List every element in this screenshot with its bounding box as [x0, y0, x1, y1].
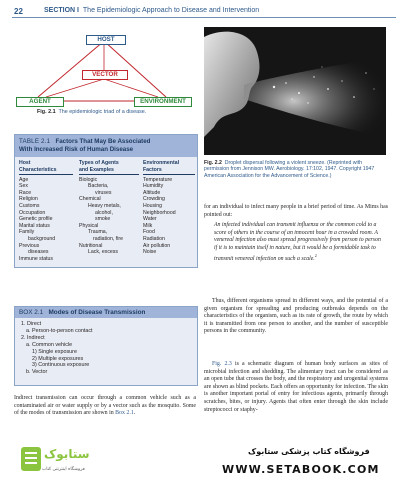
column-header: and Examples [79, 166, 114, 173]
table-column-agents [79, 160, 139, 256]
fig-2-3-link[interactable]: Fig. 2.3 [212, 361, 232, 367]
figure-2-1-text: The epidemiologic triad of a disease. [58, 109, 147, 115]
table-cell: Temperature [143, 176, 173, 183]
store-name: فروشگاه کتاب پزشکی ستابوک [248, 447, 370, 456]
table-cell: Biologic [79, 176, 98, 183]
table-column-environment [143, 160, 195, 256]
list-item: 1) Single exposure [32, 348, 77, 355]
figure-2-1-label: Fig. 2.1 [37, 109, 56, 115]
column-header: Environmental [143, 160, 180, 166]
table-column-host [19, 160, 73, 262]
header-underline [143, 174, 195, 175]
table-cell: Genetic profile [19, 216, 53, 223]
figure-2-2-caption [204, 160, 388, 179]
table-cell: Marital status [19, 222, 50, 229]
table-cell: Heavy metals, [88, 203, 121, 210]
table-title-line-1: Factors That May Be Associated [55, 138, 151, 145]
table-cell: Water [143, 216, 157, 223]
table-cell: background [28, 236, 56, 243]
right-paragraph-organisms: Thus, different organisms spread in different ways, and the potential of a given organism for spreading and producing outbreaks depends on the characteristics of the organism, such as its rate of growth, the route by which it is transmitted from one person to another, and the number of susceptible persons in the community. [204, 298, 388, 335]
table-cell: Lack, excess [88, 249, 118, 256]
vector-box: VECTOR [82, 70, 128, 80]
text-line: vehicle such as a contaminated air or water supply or by [14, 395, 196, 409]
list-item: 2) Multiple exposures [32, 355, 84, 362]
column-header: Types of Agents [79, 160, 119, 166]
epidemiologic-triad-figure [16, 33, 191, 111]
table-cell: Religion [19, 196, 38, 203]
table-cell: Food [143, 229, 155, 236]
left-column-paragraph [14, 395, 196, 418]
table-cell: Sex [19, 183, 28, 190]
table-cell: Housing [143, 203, 163, 210]
table-cell: Age [19, 176, 29, 183]
page-header [0, 0, 400, 22]
list-item: a. Person-to-person contact [26, 327, 93, 334]
box-2-1 [14, 306, 198, 386]
table-cell: Previous [19, 242, 40, 249]
list-item: 2. Indirect [21, 334, 45, 341]
table-header [15, 135, 197, 157]
section-label: SECTION I [44, 7, 80, 14]
table-cell: radiation, fire [93, 236, 123, 243]
table-cell: Bacteria, [88, 183, 109, 190]
table-cell: Crowding [143, 196, 165, 203]
table-cell: Altitude [143, 189, 161, 196]
figure-2-2-label: Fig. 2.2 [204, 160, 222, 166]
right-paragraph-fig-2-3 [204, 361, 388, 414]
table-cell: smoke [95, 216, 111, 223]
paragraph-text: is a schematic diagram of human body surfaces as sites of microbial infection and shedding. The alimentary tract can be considered as an open tube that crosses the body, and the respiratory and urogenital systems are shown as blind pockets. Each offers an opportunity for infection. The skin is another important portal of entry for infectious agents, primarily through scratches, bites, or injury. Agents that often enter through the skin include streptococci or staphy- [204, 361, 388, 413]
box-title [19, 309, 145, 316]
table-cell: Milk [143, 222, 153, 229]
table-cell: Physical [79, 222, 99, 229]
logo-text: ستابوک [44, 447, 90, 461]
box-header [15, 307, 197, 318]
list-item: 1. Direct [21, 321, 42, 327]
header-rule [12, 17, 396, 18]
table-cell: Trauma, [88, 229, 108, 236]
setabook-logo [20, 445, 90, 479]
table-number: TABLE 2.1 [19, 138, 51, 145]
text-line: a vector such as the mosquito. Some of the modes of [14, 402, 196, 417]
sneeze-droplet-photo [204, 27, 386, 155]
mims-quote [214, 222, 382, 263]
quote-text: An infected individual can transmit influenza or the common cold to a score of others in the course of an innocent hour in a crowded room. A venereal infection also must spread progressively from person to person if it is to maintain itself in nature, but it would be a formidable task to transmit venereal infection on such a scale. [214, 222, 381, 262]
table-cell: Neighborhood [143, 209, 176, 216]
text-line: . [133, 410, 136, 417]
box-2-1-link[interactable]: Box 2.1 [115, 410, 134, 417]
text-line: Indirect transmission can occur through a common [14, 395, 147, 401]
section-name: The Epidemiologic Approach to Disease and Intervention [82, 7, 260, 14]
column-header: Characteristics [19, 166, 57, 173]
box-number: BOX 2.1 [19, 309, 44, 316]
table-cell: viruses [95, 189, 112, 196]
box-title-text: Modes of Disease Transmission [48, 309, 146, 316]
table-cell: Chemical [79, 196, 101, 203]
table-cell: Family [19, 229, 35, 236]
table-cell: Air pollution [143, 242, 171, 249]
table-title [19, 138, 195, 154]
table-cell: Customs [19, 203, 40, 210]
header-underline [79, 174, 139, 175]
column-header: Host [19, 160, 31, 166]
table-2-1 [14, 134, 198, 268]
list-item: b. Vector [26, 369, 48, 376]
table-cell: diseases [28, 249, 49, 256]
table-cell: Radiation [143, 236, 165, 243]
host-box: HOST [86, 35, 126, 45]
logo-subtitle: فروشگاه اینترنتی کتاب [42, 467, 85, 472]
header-underline [19, 174, 73, 175]
figure-2-1-caption [37, 109, 146, 115]
table-cell: Humidity [143, 183, 164, 190]
table-cell: alcohol, [95, 209, 113, 216]
box-body [21, 321, 93, 376]
store-url[interactable]: WWW.SETABOOK.COM [222, 463, 380, 476]
sneeze-photo-image [204, 27, 386, 155]
reference-superscript: 2 [314, 253, 317, 258]
table-cell: Occupation [19, 209, 46, 216]
page-number: 22 [14, 7, 23, 16]
section-title [44, 7, 259, 14]
table-cell: Nutritional [79, 242, 103, 249]
list-item: a. Common vehicle [26, 341, 73, 348]
column-header: Factors [143, 166, 162, 173]
table-cell: Race [19, 189, 32, 196]
table-title-line-2: With Increased Risk of Human Disease [19, 146, 134, 153]
table-cell: Immune status [19, 255, 54, 262]
right-paragraph-intro: for an individual to infect many people in a brief period of time. As Mims has pointed out: [204, 204, 388, 218]
list-item: 3) Continuous exposure [32, 362, 90, 369]
figure-2-2-text: Droplet dispersal following a violent sneeze. (Reprinted with permission from Jennison MW. Aerobiology. 17:102, 1947. Copyright 1947 American Association for the Advancement of Science.) [204, 160, 375, 179]
agent-box: AGENT [16, 97, 64, 107]
environment-box: ENVIRONMENT [134, 97, 192, 107]
table-cell: Noise [143, 249, 157, 256]
text-line: transmission are shown in [52, 410, 116, 417]
